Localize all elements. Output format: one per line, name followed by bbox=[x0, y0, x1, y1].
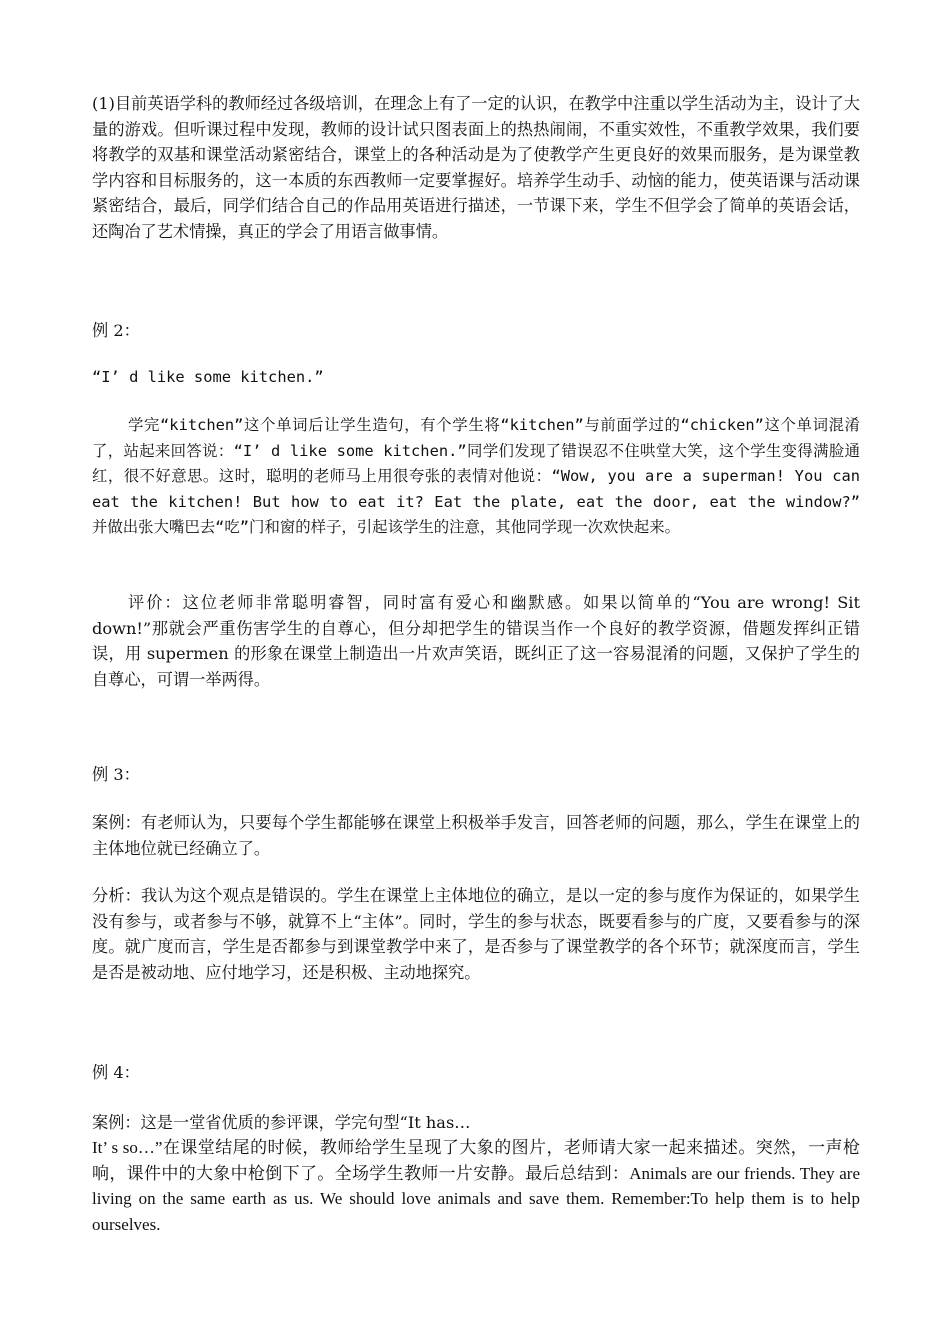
example-2-heading: 例 2： bbox=[92, 321, 140, 340]
example-4-case-body: It’ s so…”在课堂结尾的时候，教师给学生呈现了大象的图片，老师请大家一起来描述。突然，一声枪响，课件中的大象中枪倒下了。全场学生教师一片安静。最后总结到：Animals are our friends. They are living on the same earth as us. We should love animals and save them. Remember:To help them is to help ourselves. bbox=[92, 1138, 860, 1234]
example-2-evaluation: 评价：这位老师非常聪明睿智，同时富有爱心和幽默感。如果以简单的“You are wrong! Sit down!”那就会严重伤害学生的自尊心，但分却把学生的错误当作一个良好的教学资源，借题发挥纠正错误，用 supermen 的形象在课堂上制造出一片欢声笑语，既纠正了这一容易混淆的问题，又保护了学生的自尊心，可谓一举两得。 bbox=[92, 593, 860, 689]
example-4-heading: 例 4： bbox=[92, 1063, 140, 1082]
example-3-case: 案例：有老师认为，只要每个学生都能够在课堂上积极举手发言，回答老师的问题，那么，学生在课堂上的主体地位就已经确立了。 bbox=[92, 813, 860, 858]
example-3-analysis: 分析：我认为这个观点是错误的。学生在课堂上主体地位的确立，是以一定的参与度作为保证的，如果学生没有参与，或者参与不够，就算不上“主体”。同时，学生的参与状态，既要看参与的广度，又要看参与的深度。就广度而言，学生是否都参与到课堂教学中来了，是否参与了课堂教学的各个环节；就深度而言，学生是否是被动地、应付地学习，还是积极、主动地探究。 bbox=[92, 886, 860, 982]
paragraph-training-summary: (1)目前英语学科的教师经过各级培训，在理念上有了一定的认识，在教学中注重以学生活动为主，设计了大量的游戏。但听课过程中发现，教师的设计试只图表面上的热热闹闹，不重实效性，不重教学效果，我们要将教学的双基和课堂活动紧密结合，课堂上的各种活动是为了使教学产生更良好的效果而服务，是为课堂教学内容和目标服务的，这一本质的东西教师一定要掌握好。培养学生动手、动恼的能力，使英语课与活动课紧密结合，最后，同学们结合自己的作品用英语进行描述，一节课下来，学生不但学会了简单的英语会话，还陶冶了艺术情操，真正的学会了用语言做事情。 bbox=[92, 94, 860, 241]
example-2-quote: “I’ d like some kitchen.” bbox=[92, 368, 324, 386]
example-4-case-first-line: 案例：这是一堂省优质的参评课，学完句型“It has… bbox=[92, 1113, 471, 1132]
example-2-case: 学完“kitchen”这个单词后让学生造句，有个学生将“kitchen”与前面学过的“chicken”这个单词混淆了，站起来回答说：“I’ d like some kitchen.”同学们发现了错误忍不住哄堂大笑，这个学生变得满脸通红，很不好意思。这时，聪明的老师马上用很夸张的表情对他说：“Wow, you are a superman! You can eat the kitchen! But how to eat it? Eat the plate, eat the door, eat the window?” 并做出张大嘴巴去“吃”门和窗的样子，引起该学生的注意，其他同学现一次欢快起来。 bbox=[92, 416, 860, 537]
example-3-heading: 例 3： bbox=[92, 765, 140, 784]
